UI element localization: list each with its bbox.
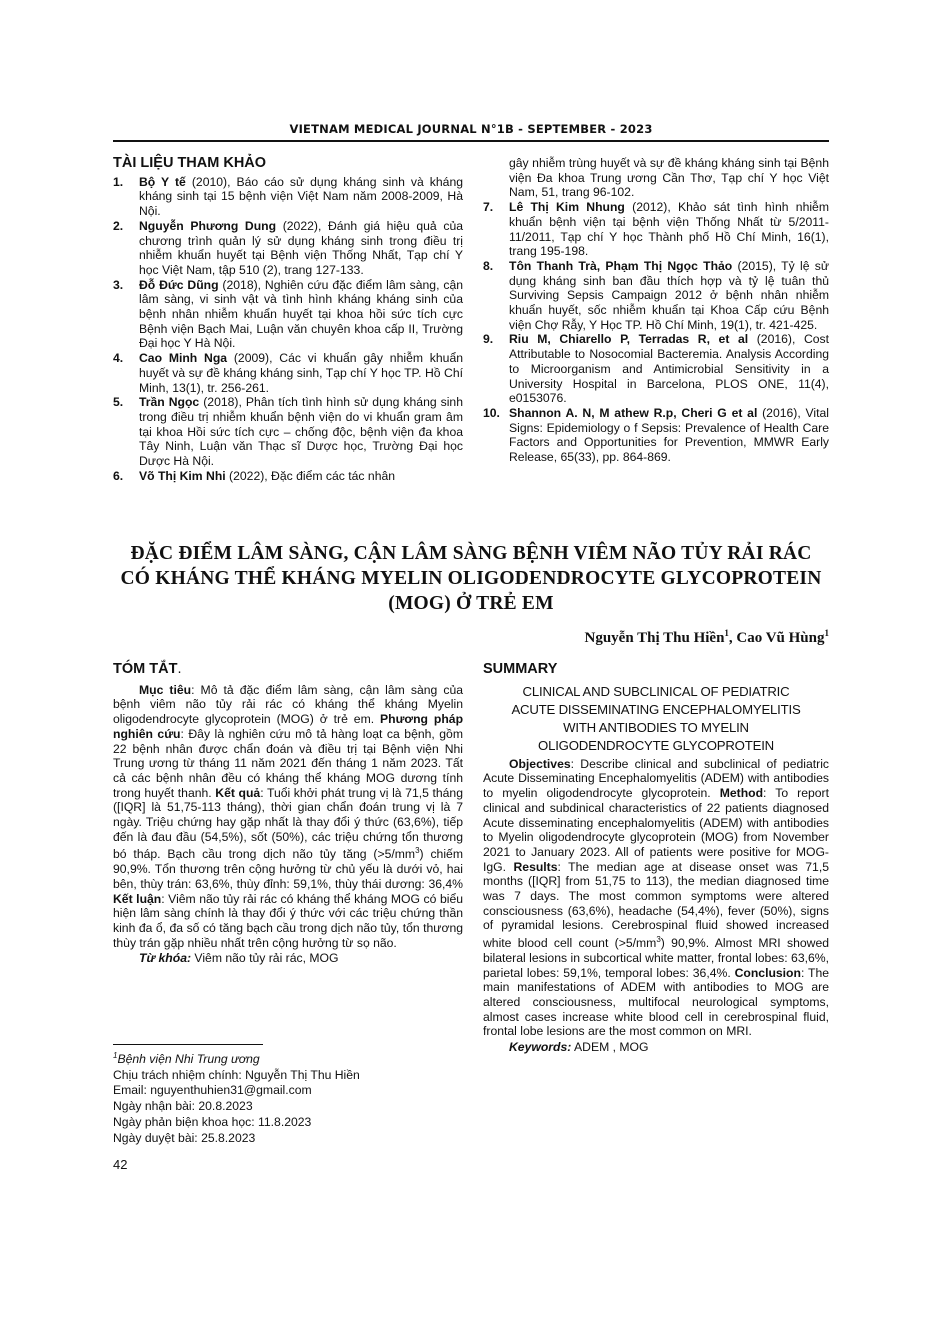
reference-item: 10. Shannon A. N, M athew R.p, Cheri G et al (2016), Vital Signs: Epidemiology o f Sepsis: Prevalence of Health Care Factors and Opportunities for Prevention, MMWR Early Release, 65(33), pp. 864-869. bbox=[483, 405, 829, 465]
abstract-vietnamese bbox=[113, 662, 463, 966]
article-authors: Nguyễn Thị Thu Hiền$^1$, Cao Vũ Hùng$^1$ bbox=[584, 628, 829, 646]
footnote-rule bbox=[113, 1044, 263, 1045]
references-title: TÀI LIỆU THAM KHẢO bbox=[113, 155, 267, 171]
summary-subtitle: CLINICAL AND SUBCLINICAL OF PEDIATRIC ACUTE DISSEMINATING ENCEPHALOMYELITIS WITH ANTIBODIES TO MYELIN OLIGODENDROCYTE GLYCOPROTEIN bbox=[511, 683, 801, 753]
page-number: 42 bbox=[113, 1157, 128, 1172]
header-rule bbox=[113, 140, 829, 142]
summary-keywords: Keywords: ADEM , MOG bbox=[509, 1040, 649, 1055]
reference-item: 3. Đỗ Đức Dũng (2018), Nghiên cứu đặc điểm lâm sàng, cận lâm sàng, vi sinh vật và tình hình kháng kháng sinh của bệnh nhân nhiễm khuẩn huyết tại khoa hồi sức tích cực Bệnh viện Bạch Mai, Luận văn chuyên khoa cấp II, Trường Đại học Y Hà Nội. bbox=[113, 277, 463, 351]
reference-item: 8. Tôn Thanh Trà, Phạm Thị Ngọc Thảo (2015), Tỷ lệ sử dụng kháng sinh ban đầu thích hợp và tỷ lệ tuân thủ Surviving Sepsis Campaign 2012 ở bệnh nhân nhiễm khuẩn huyết, sốc nhiễm khuẩn tại Khoa Cấp cứu Bệnh viện Chợ Rẫy, Y Học TP. Hồ Chí Minh, 19(1), tr. 421-425. bbox=[483, 258, 830, 332]
references-left-column bbox=[113, 156, 463, 483]
reference-item: 5. Trần Ngọc (2018), Phân tích tình hình sử dụng kháng sinh trong điều trị nhiễm khuẩn bệnh viện do vi khuẩn gram âm tại khoa Hồi sức tích cực – chống độc, bệnh viện đa khoa Tây Ninh, Luận văn Thạc sĩ Dược học, Trường Đại học Dược Hà Nội. bbox=[113, 395, 463, 469]
summary-english bbox=[483, 662, 829, 1055]
reference-item: 1. Bộ Y tế (2010), Báo cáo sử dụng kháng sinh và kháng kháng sinh tại 15 bệnh viện Việt Nam năm 2008-2009, Hà Nội. bbox=[113, 174, 464, 219]
email: Email: nguyenthuhien31@gmail.com bbox=[113, 1083, 312, 1098]
date-accepted: Ngày duyệt bài: 25.8.2023 bbox=[113, 1130, 256, 1145]
reference-item: 9. Riu M, Chiarello P, Terradas R, et al (2016), Cost Attributable to Nosocomial Bacteremia. Analysis According to Microorganism and Antimicrobial Sensitivity in a University Hospital in Barcelona, PLOS ONE, 11(4), e0153076. bbox=[483, 332, 830, 406]
affiliation: $^1$Bệnh viện Nhi Trung ương bbox=[113, 1051, 260, 1067]
reference-item: 7. Lê Thị Kim Nhung (2012), Khảo sát tình hình nhiễm khuẩn bệnh viện tại bệnh viện Thống Nhất từ 5/2011-11/2011, Tạp chí Y học Thành phố Hồ Chí Minh, 16(1), trang 195-198. bbox=[483, 200, 829, 259]
reference-item: 2. Nguyễn Phương Dung (2022), Đánh giá hiệu quả của chương trình quản lý sử dụng kháng sinh trong điều trị nhiễm khuẩn huyết tại Bệnh viện Thống Nhất, Tạp chí Y học Việt Nam, tập 510 (2), trang 127-133. bbox=[113, 218, 463, 277]
footnotes bbox=[113, 1048, 463, 1146]
corresponding-author: Chịu trách nhiệm chính: Nguyễn Thị Thu Hiền bbox=[113, 1067, 360, 1082]
summary-title: SUMMARY bbox=[483, 661, 558, 677]
summary-body: Objectives: Describe clinical and subclinical of pediatric Acute Disseminating Encephalomyelitis (ADEM) with antibodies to myelin oligodendrocyte glycoprotein. Method: To report clinical and subdinical characteristics of 22 patients diagnosed Acute disseminating encephalomyelitis (ADEM) with antibodies to Myelin oligodendrocyte glycoprotein (MOG) from November 2021 to January 2023. All of patients were positive for MOG-IgG. Results: The median age at disease onset was 71,5 months ([IQR] from 51,75 to 113), the median diagnosed time was 7 days. The most common symptoms were altered consciousness (63,6%), headache (54,4%), fever (50%), signs of pyramidal lesions. Cerebrospinal fluid showed increased white blood cell count $(>5/mm^3)$ 90,9%. Almost MRI showed bilateral lesions in subcortical white matter, frontal lobes: 63,6%, parietal lobes: 59,1%, temporal lobes: 36,4%. Conclusion: The main manifestations of ADEM with antibodies to MOG are altered consciousness, multifocal neurological symptoms, almost cases increase white blood cell in cerebrospinal fluid, frontal lobe lesions are the most common on MRI. bbox=[483, 756, 830, 1039]
abstract-title: TÓM TẮT. bbox=[113, 661, 182, 677]
reference-continuation: gây nhiễm trùng huyết và sự đề kháng kháng sinh tại Bệnh viện Đa khoa Trung ương Cần Thơ, Tạp chí Y học Việt Nam, 51, trang 96-102. bbox=[509, 156, 829, 200]
date-reviewed: Ngày phản biện khoa học: 11.8.2023 bbox=[113, 1114, 312, 1129]
article-title: ĐẶC ĐIỂM LÂM SÀNG, CẬN LÂM SÀNG BỆNH VIÊM NÃO TỦY RẢI RÁC CÓ KHÁNG THỂ KHÁNG MYELIN OLIGODENDROCYTE GLYCOPROTEIN (MOG) Ở TRẺ EM bbox=[120, 543, 822, 614]
date-received: Ngày nhận bài: 20.8.2023 bbox=[113, 1099, 253, 1114]
reference-item: 6. Võ Thị Kim Nhi (2022), Đặc điểm các tác nhân bbox=[113, 468, 396, 483]
abstract-body: Mục tiêu: Mô tả đặc điểm lâm sàng, cận lâm sàng của bệnh viêm não tủy rải rác có kháng thể kháng Myelin oligodendrocyte glycoprotein (MOG) ở trẻ em. Phương pháp nghiên cứu: Đây là nghiên cứu mô tả hàng loạt ca bệnh, gồm 22 bệnh nhân được chẩn đoán và điều trị tại Bệnh viện Nhi Trung ương từ tháng 11 năm 2021 đến tháng 1 năm 2023. Tất cả các bệnh nhân đều có kháng thể kháng MOG dương tính trong huyết thanh. Kết quả: Tuổi khởi phát trung vị là 71,5 tháng ([IQR] là 51,75-113 tháng), thời gian chẩn đoán trung vị là 7 ngày. Triệu chứng hay gặp nhất là thay đổi ý thức (63,6%), tiếp đến là đau đầu (54,5%), sốt (50%), các triệu chứng tổn thương bó tháp. Bạch cầu trong dịch não tủy tăng $(>5/mm^3)$ chiếm 90,9%. Tổn thương trên cộng hưởng từ chủ yếu là dưới vỏ, hai bên, thùy trán: 63,6%, thùy đỉnh: 59,1%, thùy thái dương: 36,4% Kết luận: Viêm não tủy rải rác có kháng thể kháng MOG có biểu hiện lâm sàng chính là thay đổi ý thức với các triệu chứng thần kinh đa ổ, đa số có tăng bạch cầu trong dịch não tủy, tổn thương thùy trán gặp nhiều nhất trên cộng hưởng từ sọ não. bbox=[113, 682, 464, 950]
abstract-keywords: Từ khóa: Viêm não tủy rải rác, MOG bbox=[139, 951, 339, 966]
references-right-column bbox=[483, 156, 829, 465]
journal-header: VIETNAM MEDICAL JOURNAL N°1B - SEPTEMBER - 2023 bbox=[289, 122, 653, 136]
reference-item: 4. Cao Minh Nga (2009), Các vi khuẩn gây nhiễm khuẩn huyết và sự đề kháng kháng sinh, Tạp chí Y học TP. Hồ Chí Minh, 13(1), tr. 256-261. bbox=[113, 351, 463, 395]
